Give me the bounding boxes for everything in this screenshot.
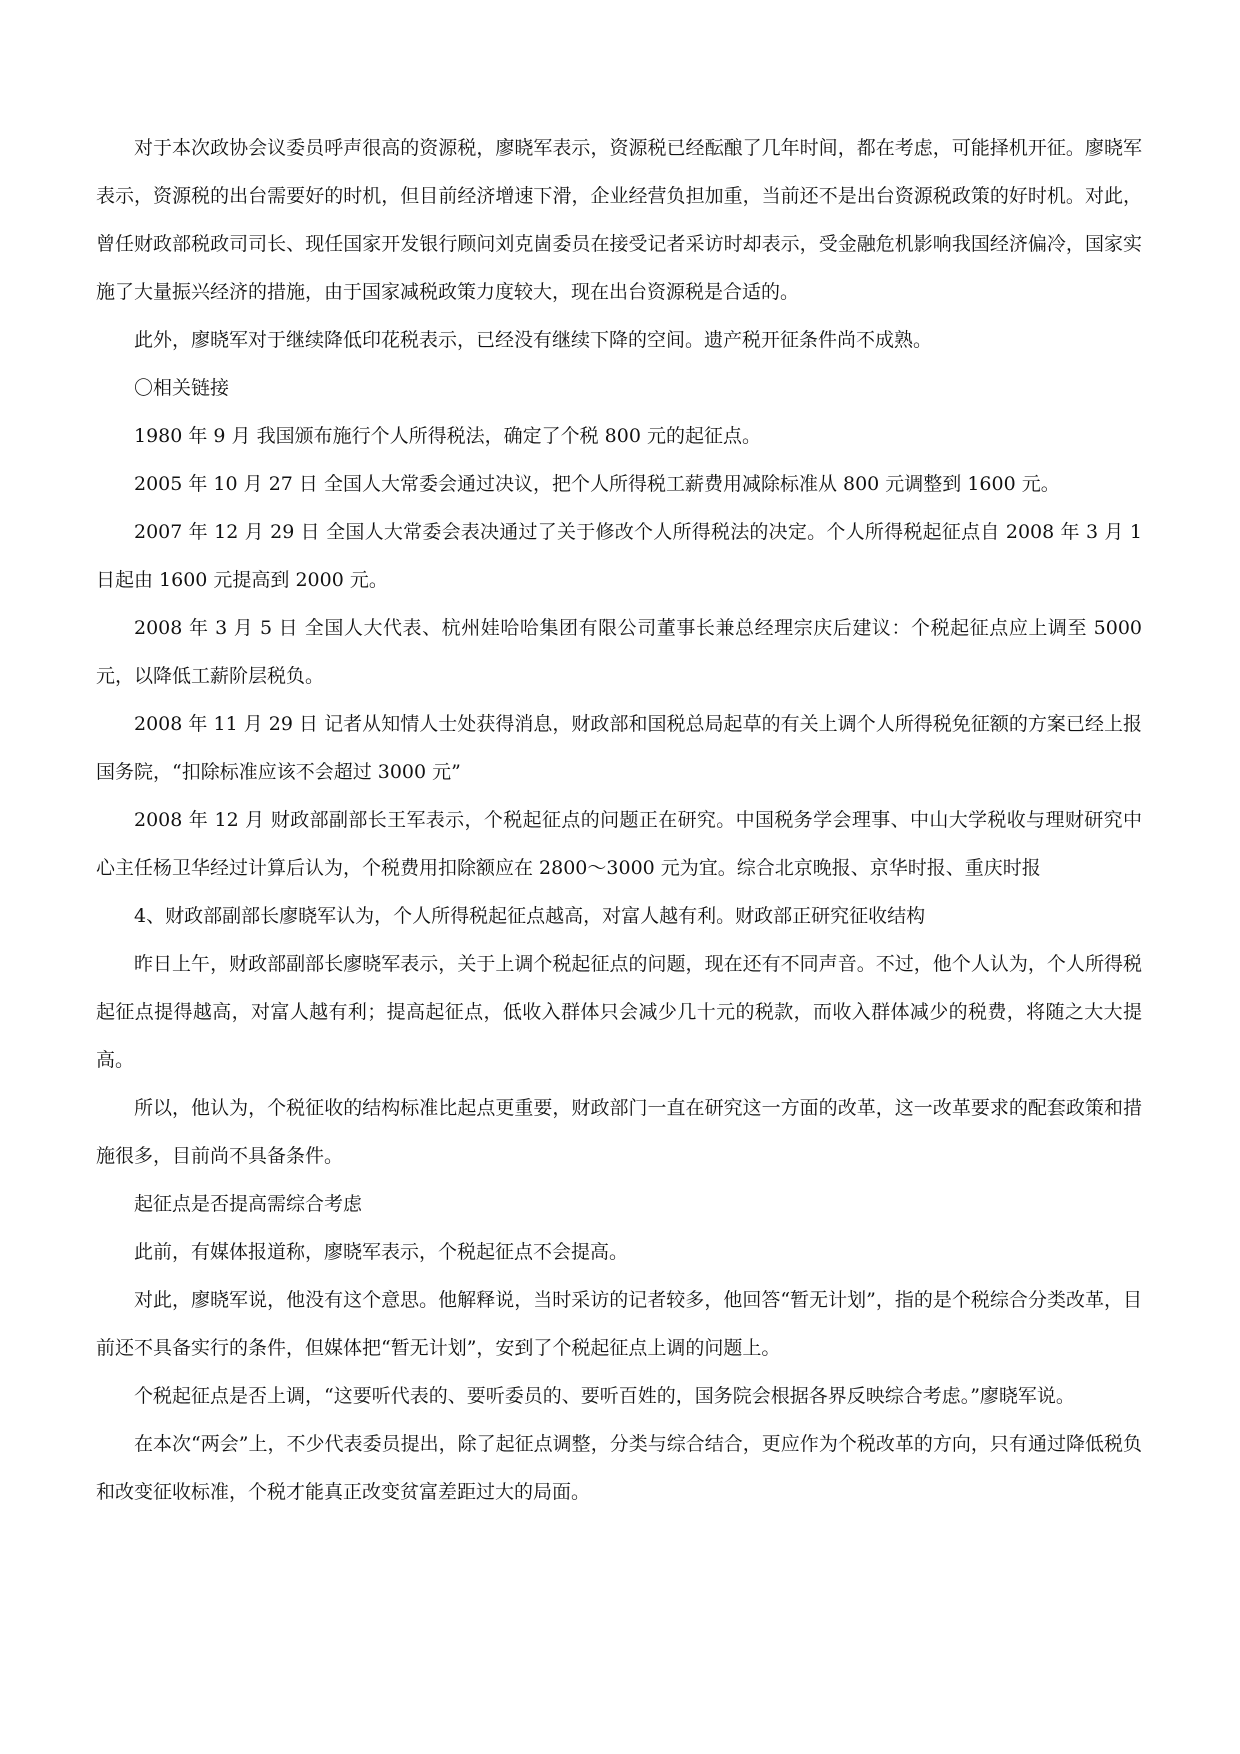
paragraph-stamp-tax: 此外，廖晓军对于继续降低印花税表示，已经没有继续下降的空间。遗产税开征条件尚不成熟。	[134, 329, 933, 351]
timeline-2008-november: 2008 年 11 月 29 日 记者从知情人士处获得消息，财政部和国税总局起草的有关上调个人所得税免征额的方案已经上报国务院，“扣除标准应该不会超过 3000 元”	[96, 713, 1142, 783]
paragraph-explanation: 对此，廖晓军说，他没有这个意思。他解释说，当时采访的记者较多，他回答“暂无计划”，指的是个税综合分类改革，目前还不具备实行的条件，但媒体把“暂无计划”，安到了个税起征点上调的问题上。	[96, 1289, 1142, 1359]
subheading-threshold: 起征点是否提高需综合考虑	[134, 1193, 363, 1215]
article-body	[96, 124, 1142, 1516]
section-heading-4: 4、财政部副部长廖晓军认为，个人所得税起征点越高，对富人越有利。财政部正研究征收结构	[134, 905, 926, 927]
paragraph-yesterday: 昨日上午，财政部副部长廖晓军表示，关于上调个税起征点的问题，现在还有不同声音。不过，他个人认为，个人所得税起征点提得越高，对富人越有利；提高起征点，低收入群体只会减少几十元的税款，而收入群体减少的税费，将随之大大提高。	[96, 953, 1142, 1071]
section-heading-related-links: 〇相关链接	[134, 377, 230, 399]
paragraph-resource-tax: 对于本次政协会议委员呼声很高的资源税，廖晓军表示，资源税已经酝酿了几年时间，都在考虑，可能择机开征。廖晓军表示，资源税的出台需要好的时机，但目前经济增速下滑，企业经营负担加重，当前还不是出台资源税政策的好时机。对此，曾任财政部税政司司长、现任国家开发银行顾问刘克崮委员在接受记者采访时却表示，受金融危机影响我国经济偏冷，国家实施了大量振兴经济的措施，由于国家减税政策力度较大，现在出台资源税是合适的。	[96, 137, 1142, 303]
timeline-2008-december: 2008 年 12 月 财政部副部长王军表示，个税起征点的问题正在研究。中国税务学会理事、中山大学税收与理财研究中心主任杨卫华经过计算后认为，个税费用扣除额应在 2800～3000 元为宜。综合北京晚报、京华时报、重庆时报	[96, 809, 1142, 879]
timeline-2008-march: 2008 年 3 月 5 日 全国人大代表、杭州娃哈哈集团有限公司董事长兼总经理宗庆后建议：个税起征点应上调至 5000 元，以降低工薪阶层税负。	[96, 617, 1142, 687]
paragraph-structure-standard: 所以，他认为，个税征收的结构标准比起点更重要，财政部门一直在研究这一方面的改革，这一改革要求的配套政策和措施很多，目前尚不具备条件。	[96, 1097, 1142, 1167]
paragraph-quote: 个税起征点是否上调，“这要听代表的、要听委员的、要听百姓的，国务院会根据各界反映综合考虑。”廖晓军说。	[134, 1385, 1075, 1407]
timeline-2007: 2007 年 12 月 29 日 全国人大常委会表决通过了关于修改个人所得税法的决定。个人所得税起征点自 2008 年 3 月 1 日起由 1600 元提高到 2000 元。	[96, 521, 1142, 591]
paragraph-two-sessions: 在本次“两会”上，不少代表委员提出，除了起征点调整，分类与综合结合，更应作为个税改革的方向，只有通过降低税负和改变征收标准，个税才能真正改变贫富差距过大的局面。	[96, 1433, 1142, 1503]
paragraph-media-report: 此前，有媒体报道称，廖晓军表示，个税起征点不会提高。	[134, 1241, 629, 1263]
timeline-2005: 2005 年 10 月 27 日 全国人大常委会通过决议，把个人所得税工薪费用减除标准从 800 元调整到 1600 元。	[134, 473, 1060, 495]
timeline-1980: 1980 年 9 月 我国颁布施行个人所得税法，确定了个税 800 元的起征点。	[134, 425, 761, 447]
